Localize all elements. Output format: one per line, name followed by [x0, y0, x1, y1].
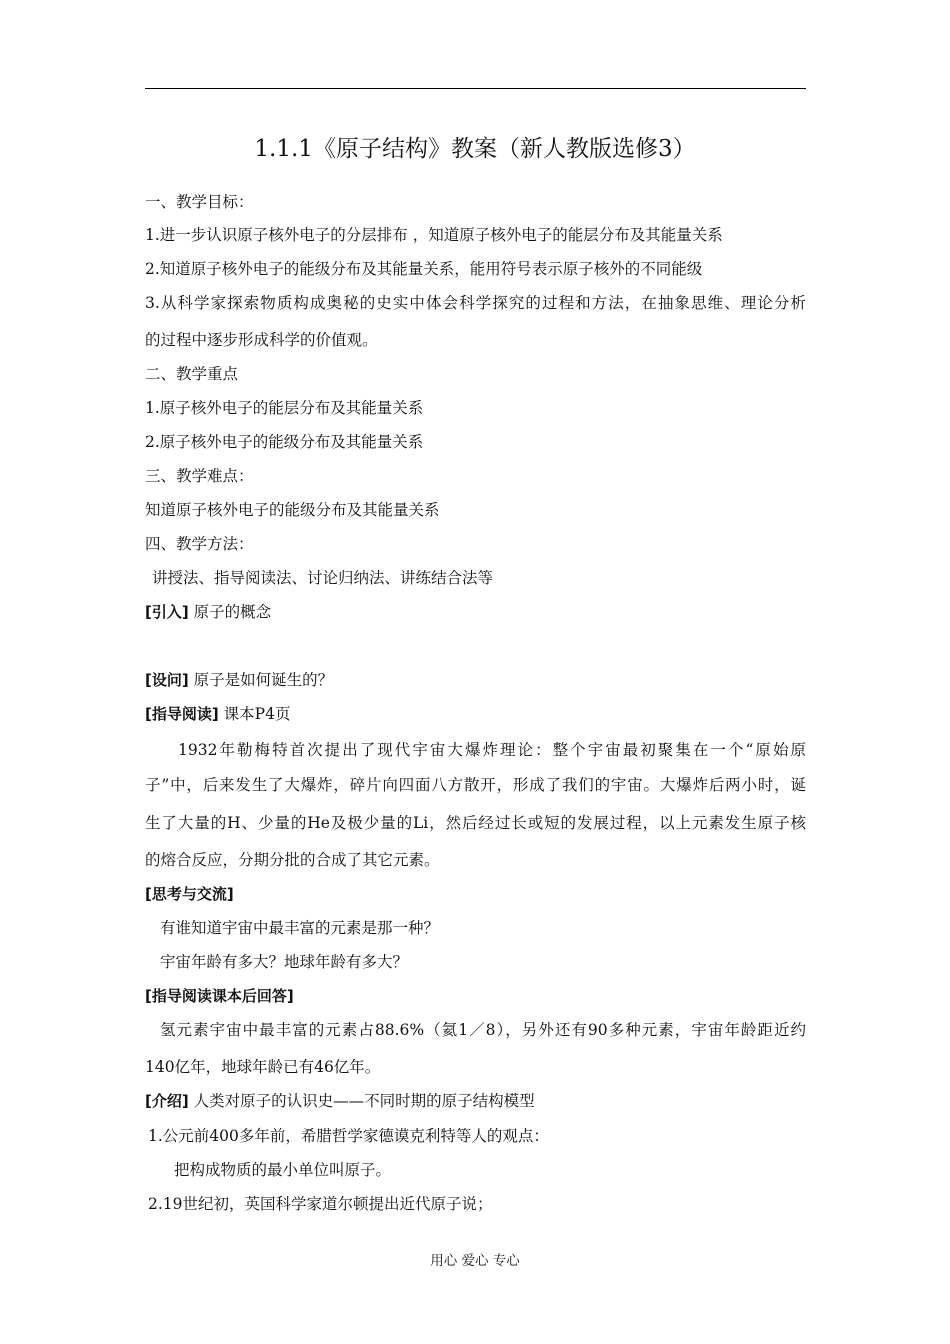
section-heading-objectives: 一、教学目标： — [145, 193, 254, 211]
history-item-1: 1.公元前400多年前，希腊哲学家德谟克利特等人的观点： — [148, 1127, 549, 1145]
section-heading-difficulties: 三、教学难点： — [145, 467, 254, 485]
objective-item-1: 1.进一步认识原子核外电子的分层排布 ，知道原子核外电子的能层分布及其能量关系 — [145, 226, 723, 244]
objective-item-3: 3.从科学家探索物质构成奥秘的史实中体会科学探究的过程和方法，在抽象思维、理论分析 — [145, 294, 806, 312]
history-intro-text: 人类对原子的认识史——不同时期的原子结构模型 — [193, 1092, 535, 1110]
guided-reading-text: 课本P4页 — [223, 705, 291, 723]
answer-heading-tag: [指导阅读课本后回答] — [145, 987, 294, 1005]
guided-reading-tag: [指导阅读] — [145, 705, 219, 723]
difficulty-item: 知道原子核外电子的能级分布及其能量关系 — [145, 501, 440, 519]
intro-text: 原子的概念 — [193, 603, 272, 621]
guided-reading-line — [145, 702, 810, 726]
reading-paragraph-line-1: 1932年勒梅特首次提出了现代宇宙大爆炸理论：整个宇宙最初聚集在一个“原始原 — [178, 741, 806, 759]
discussion-question-2: 宇宙年龄有多大？地球年龄有多大？ — [160, 953, 409, 971]
document-title: 1.1.1《原子结构》教案（新人教版选修3） — [254, 136, 696, 162]
reading-paragraph-line-4: 的熔合反应，分期分批的合成了其它元素。 — [145, 851, 440, 869]
key-point-2: 2.原子核外电子的能级分布及其能量关系 — [145, 433, 424, 451]
question-line — [145, 668, 810, 692]
objective-item-2: 2.知道原子核外电子的能级分布及其能量关系，能用符号表示原子核外的不同能级 — [145, 260, 703, 278]
reading-paragraph-line-2: 子”中，后来发生了大爆炸，碎片向四面八方散开，形成了我们的宇宙。大爆炸后两小时，诞 — [145, 776, 806, 794]
methods-text: 讲授法、指导阅读法、讨论归纳法、讲练结合法等 — [152, 569, 494, 587]
question-text: 原子是如何诞生的？ — [193, 671, 334, 689]
answer-heading-line — [145, 984, 810, 1008]
objective-item-3-cont: 的过程中逐步形成科学的价值观。 — [145, 331, 378, 349]
intro-tag: [引入] — [145, 603, 189, 621]
key-point-1: 1.原子核外电子的能层分布及其能量关系 — [145, 399, 424, 417]
answer-line-2: 140亿年，地球年龄已有46亿年。 — [145, 1058, 381, 1076]
discussion-question-1: 有谁知道宇宙中最丰富的元素是那一种？ — [160, 919, 440, 937]
intro-line — [145, 600, 810, 624]
question-tag: [设问] — [145, 671, 189, 689]
header-rule — [145, 88, 806, 89]
history-intro-tag: [介绍] — [145, 1092, 189, 1110]
history-item-2: 2.19世纪初，英国科学家道尔顿提出近代原子说； — [148, 1195, 493, 1213]
discussion-line — [145, 882, 810, 906]
section-heading-methods: 四、教学方法： — [145, 535, 254, 553]
answer-line-1: 氢元素宇宙中最丰富的元素占88.6%（氦1／8），另外还有90多种元素，宇宙年龄距近约 — [160, 1021, 806, 1039]
discussion-tag: [思考与交流] — [145, 885, 234, 903]
history-intro-line — [145, 1089, 810, 1113]
page-footer: 用心 爱心 专心 — [430, 1253, 520, 1269]
section-heading-key-points: 二、教学重点 — [145, 365, 239, 383]
reading-paragraph-line-3: 生了大量的H、少量的He及极少量的Li，然后经过长或短的发展过程，以上元素发生原子核 — [145, 814, 806, 832]
history-item-1-detail: 把构成物质的最小单位叫原子。 — [174, 1161, 392, 1179]
